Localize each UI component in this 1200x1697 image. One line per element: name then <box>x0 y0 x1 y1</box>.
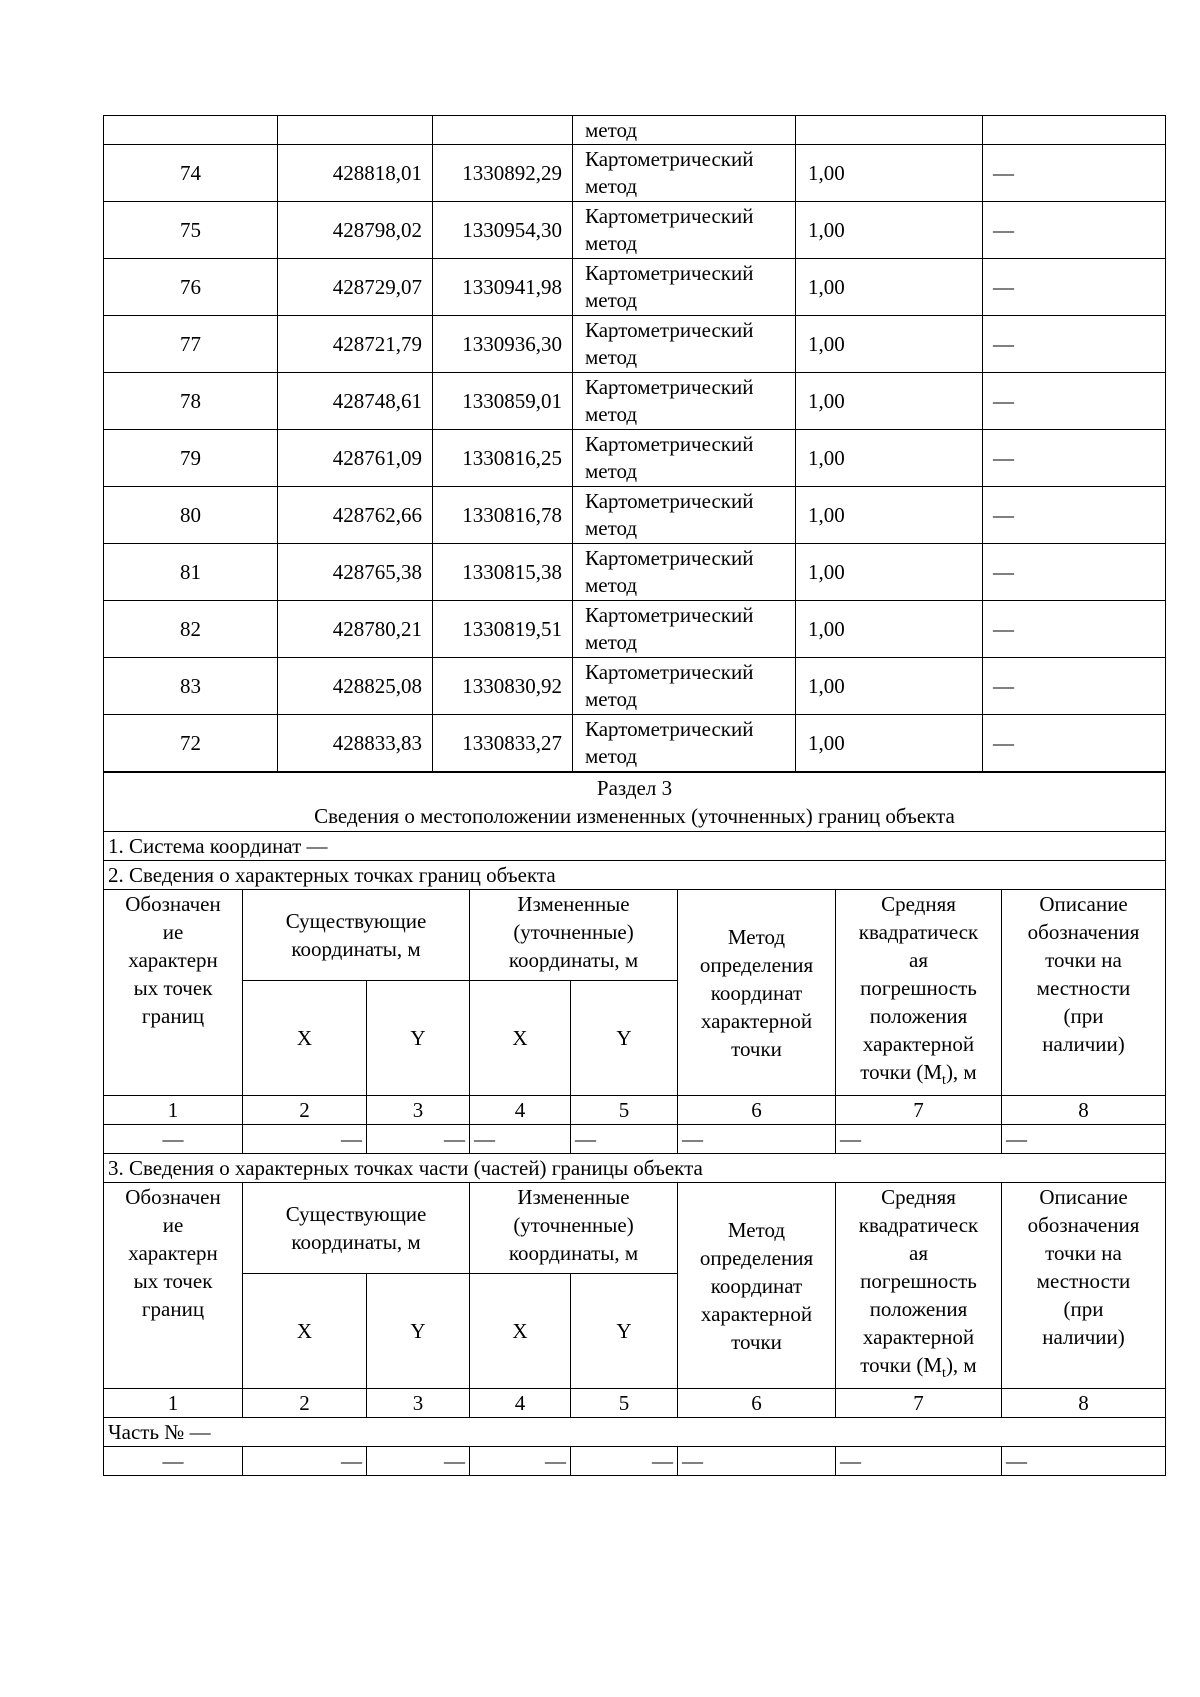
coord-x: 428765,38 <box>278 544 433 601</box>
point-number: 79 <box>104 430 278 487</box>
column-numbers-row: 1 2 3 4 5 6 7 8 <box>104 1096 1166 1125</box>
coord-x: 428748,61 <box>278 373 433 430</box>
method-cell: Картометрический метод <box>573 145 796 202</box>
error-value: 1,00 <box>796 145 983 202</box>
col-existing-coords-header: Существующие координаты, м <box>243 890 470 981</box>
col-y-header: Y <box>571 1274 678 1389</box>
coordinate-system-line: 1. Система координат — <box>104 832 1166 861</box>
description-value: — <box>983 430 1166 487</box>
col-changed-coords-header: Измененные (уточненные) координаты, м <box>470 1183 678 1274</box>
method-cell: Картометрический метод <box>573 544 796 601</box>
point-number: 77 <box>104 316 278 373</box>
method-cell: Картометрический метод <box>573 202 796 259</box>
table-row <box>104 259 1166 316</box>
table-row <box>104 145 1166 202</box>
error-value: 1,00 <box>796 544 983 601</box>
table-row: — — — — — — — — <box>104 1447 1166 1476</box>
method-cell: Картометрический метод <box>573 373 796 430</box>
point-number: 74 <box>104 145 278 202</box>
boundary-points-heading: 2. Сведения о характерных точках границ объекта <box>104 861 1166 890</box>
col-description-header: Описание обозначения точки на местности (при наличии) <box>1002 1183 1166 1389</box>
coord-y: 1330892,29 <box>433 145 573 202</box>
col-method-header: Метод определения координат характерной точки <box>678 890 836 1096</box>
coord-y: 1330830,92 <box>433 658 573 715</box>
coord-y: 1330816,25 <box>433 430 573 487</box>
error-value: 1,00 <box>796 658 983 715</box>
table-row <box>104 487 1166 544</box>
col-x-header: X <box>243 981 367 1096</box>
col-x-header: X <box>470 981 571 1096</box>
coord-x: 428729,07 <box>278 259 433 316</box>
description-value: — <box>983 487 1166 544</box>
point-number: 75 <box>104 202 278 259</box>
part-number-label: Часть № — <box>104 1418 1166 1447</box>
table-row <box>104 658 1166 715</box>
table-row <box>104 373 1166 430</box>
method-cell: Картометрический метод <box>573 316 796 373</box>
method-cell: Картометрический метод <box>573 658 796 715</box>
error-value: 1,00 <box>796 373 983 430</box>
description-value: — <box>983 145 1166 202</box>
method-cell: Картометрический метод <box>573 430 796 487</box>
col-error-header: Средняя квадратическ ая погрешность положения характерной точки $(M_t)$, м <box>836 890 1002 1096</box>
method-cell: Картометрический метод <box>573 715 796 772</box>
table-row <box>104 116 1166 145</box>
error-value: 1,00 <box>796 715 983 772</box>
error-value: 1,00 <box>796 487 983 544</box>
coordinates-table <box>103 115 1166 772</box>
table-row <box>104 316 1166 373</box>
point-number: 80 <box>104 487 278 544</box>
table-row <box>104 430 1166 487</box>
coord-y: 1330819,51 <box>433 601 573 658</box>
method-cell: Картометрический метод <box>573 259 796 316</box>
error-value: 1,00 <box>796 316 983 373</box>
point-number: 76 <box>104 259 278 316</box>
col-x-header: X <box>470 1274 571 1389</box>
col-point-designation-header: Обозначен ие характерн ых точек границ <box>104 890 243 1096</box>
coord-x: 428818,01 <box>278 145 433 202</box>
col-error-header: Средняя квадратическ ая погрешность положения характерной точки $(M_t)$, м <box>836 1183 1002 1389</box>
method-cell: Картометрический метод <box>573 487 796 544</box>
point-number: 72 <box>104 715 278 772</box>
table-row: — — — — — — — — <box>104 1125 1166 1154</box>
description-value: — <box>983 373 1166 430</box>
table-row <box>104 202 1166 259</box>
section-title: Раздел 3 Сведения о местоположении измененных (уточненных) границ объекта <box>104 773 1166 832</box>
coord-x: 428780,21 <box>278 601 433 658</box>
coord-y: 1330941,98 <box>433 259 573 316</box>
description-value: — <box>983 316 1166 373</box>
coord-y: 1330815,38 <box>433 544 573 601</box>
col-existing-coords-header: Существующие координаты, м <box>243 1183 470 1274</box>
parts-points-heading: 3. Сведения о характерных точках части (частей) границы объекта <box>104 1154 1166 1183</box>
col-changed-coords-header: Измененные (уточненные) координаты, м <box>470 890 678 981</box>
coord-y: 1330954,30 <box>433 202 573 259</box>
point-number: 81 <box>104 544 278 601</box>
section3-table <box>103 772 1166 1476</box>
col-description-header: Описание обозначения точки на местности (при наличии) <box>1002 890 1166 1096</box>
coord-x: 428798,02 <box>278 202 433 259</box>
description-value: — <box>983 658 1166 715</box>
coord-x: 428721,79 <box>278 316 433 373</box>
point-number: 83 <box>104 658 278 715</box>
coord-y: 1330936,30 <box>433 316 573 373</box>
coord-y: 1330833,27 <box>433 715 573 772</box>
col-y-header: Y <box>571 981 678 1096</box>
table-row <box>104 715 1166 772</box>
point-number: 82 <box>104 601 278 658</box>
coord-x: 428833,83 <box>278 715 433 772</box>
description-value: — <box>983 259 1166 316</box>
table-row <box>104 601 1166 658</box>
error-value: 1,00 <box>796 430 983 487</box>
coord-x: 428825,08 <box>278 658 433 715</box>
col-x-header: X <box>243 1274 367 1389</box>
coord-x: 428761,09 <box>278 430 433 487</box>
method-cell: Картометрический метод <box>573 601 796 658</box>
method-cell: метод <box>573 116 796 145</box>
description-value: — <box>983 601 1166 658</box>
col-y-header: Y <box>367 981 470 1096</box>
error-value: 1,00 <box>796 601 983 658</box>
description-value: — <box>983 715 1166 772</box>
error-value: 1,00 <box>796 202 983 259</box>
column-numbers-row: 1 2 3 4 5 6 7 8 <box>104 1389 1166 1418</box>
coord-x: 428762,66 <box>278 487 433 544</box>
col-y-header: Y <box>367 1274 470 1389</box>
description-value: — <box>983 544 1166 601</box>
col-method-header: Метод определения координат характерной точки <box>678 1183 836 1389</box>
description-value: — <box>983 202 1166 259</box>
table-row <box>104 544 1166 601</box>
coord-y: 1330859,01 <box>433 373 573 430</box>
document-page <box>103 115 1165 1476</box>
point-number: 78 <box>104 373 278 430</box>
col-point-designation-header: Обозначен ие характерн ых точек границ <box>104 1183 243 1389</box>
coord-y: 1330816,78 <box>433 487 573 544</box>
error-value: 1,00 <box>796 259 983 316</box>
